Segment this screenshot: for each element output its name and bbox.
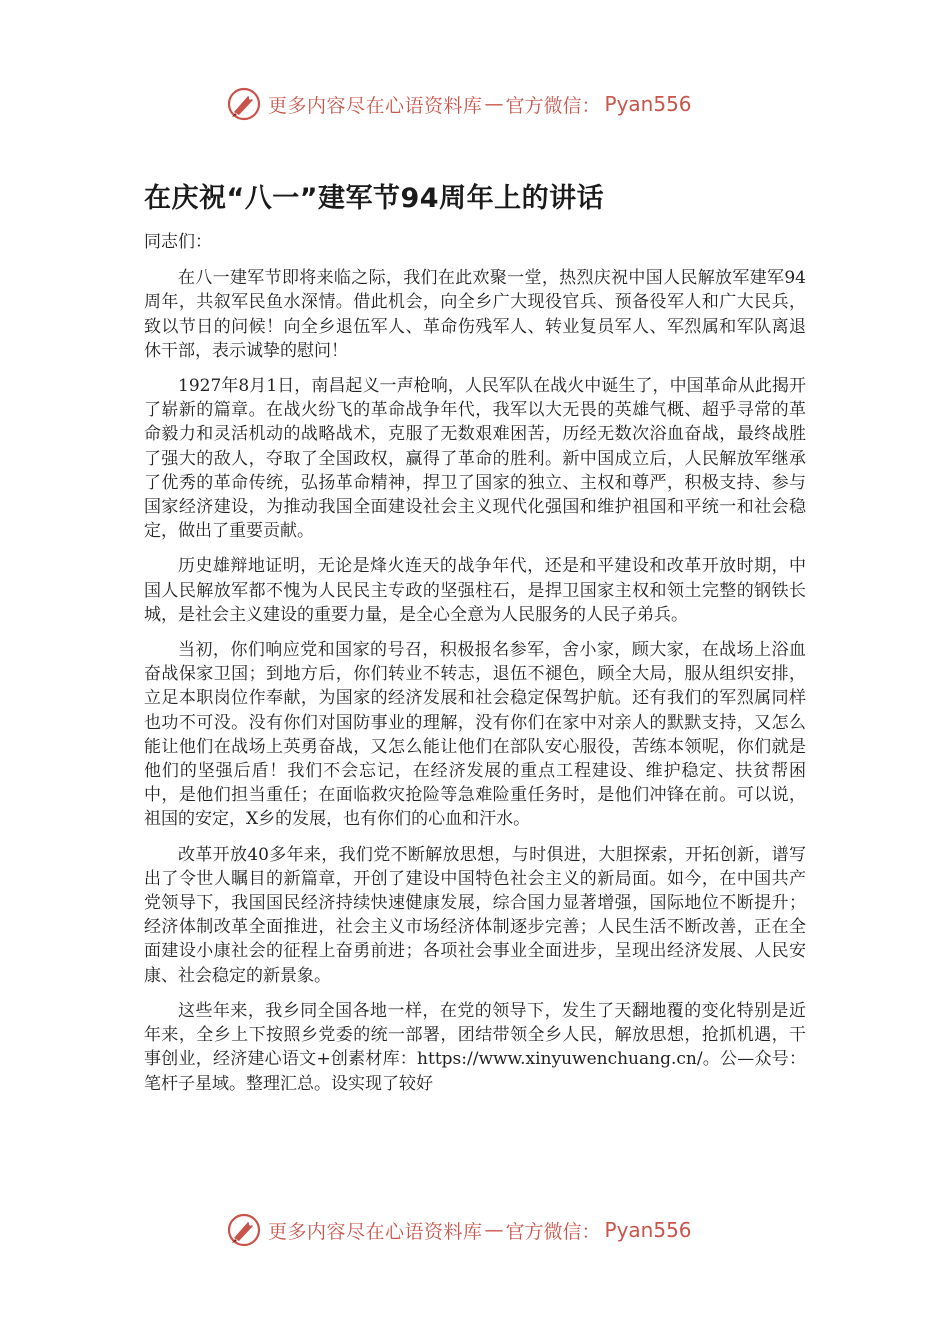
paragraph: 在八一建军节即将来临之际，我们在此欢聚一堂，热烈庆祝中国人民解放军建军94周年，共叙军民鱼水深情。借此机会，向全乡广大现役官兵、预备役军人和广大民兵，致以节日的问候！向全乡退伍军人、革命伤残军人、转业复员军人、军烈属和军队离退休干部，表示诚挚的慰问！: [144, 268, 806, 361]
banner-wechat-id: Pyan556: [604, 92, 692, 116]
banner-separator: —: [484, 93, 504, 115]
paragraph: 1927年8月1日，南昌起义一声枪响，人民军队在战火中诞生了，中国革命从此揭开了崭新的篇章。在战火纷飞的革命战争年代，我军以大无畏的英雄气概、超乎寻常的革命毅力和灵活机动的战略战术，克服了无数艰难困苦，历经无数次浴血奋战，最终战胜了强大的敌人，夺取了全国政权，赢得了革命的胜利。新中国成立后，人民解放军继承了优秀的革命传统，弘扬革命精神，捍卫了国家的独立、主权和尊严，积极支持、参与国家经济建设，为推动我国全面建设社会主义现代化强国和维护祖国和平统一和社会稳定，做出了重要贡献。: [144, 376, 806, 542]
banner-text: 更多内容尽在心语资料库: [268, 94, 483, 117]
banner-separator: —: [484, 1219, 504, 1241]
document-body: [144, 230, 806, 1096]
paragraph: 这些年来，我乡同全国各地一样，在党的领导下，发生了天翻地覆的变化特别是近年来，全乡上下按照乡党委的统一部署，团结带领全乡人民，解放思想，抢抓机遇，干事创业，经济建心语文+创素材库：https://www.xinyuwenchuang.cn/。公—众号：笔杆子星域。整理汇总。设实现了较好: [144, 1000, 806, 1094]
document-title: 在庆祝“八一”建军节94周年上的讲话: [144, 183, 605, 214]
banner-wechat-id: Pyan556: [604, 1218, 692, 1242]
paragraph: 当初，你们响应党和国家的号召，积极报名参军，舍小家，顾大家，在战场上浴血奋战保家卫国；到地方后，你们转业不转志，退伍不褪色，顾全大局，服从组织安排，立足本职岗位作奉献，为国家的经济发展和社会稳定保驾护航。还有我们的军烈属同样也功不可没。没有你们对国防事业的理解，没有你们在家中对亲人的默默支持，又怎么能让他们在战场上英勇奋战，又怎么能让他们在部队安心服役，苦练本领呢，你们就是他们的坚强后盾！我们不会忘记，在经济发展的重点工程建设、维护稳定、扶贫帮困中，是他们担当重任；在面临救灾抢险等急难险重任务时，是他们冲锋在前。可以说，祖国的安定，X乡的发展，也有你们的心血和汗水。: [144, 640, 806, 830]
footer-banner: [226, 1208, 746, 1252]
header-banner: [226, 82, 746, 126]
paragraph: 改革开放40多年来，我们党不断解放思想，与时俱进，大胆探索，开拓创新，谱写出了令世人瞩目的新篇章，开创了建设中国特色社会主义的新局面。如今，在中国共产党领导下，我国国民经济持续快速健康发展，综合国力显著增强，国际地位不断提升；经济体制改革全面推进，社会主义市场经济体制逐步完善；人民生活不断改善，正在全面建设小康社会的征程上奋勇前进；各项社会事业全面进步，呈现出经济发展、人民安康、社会稳定的新景象。: [144, 844, 806, 986]
banner-wechat-label: 官方微信：: [505, 94, 601, 117]
salutation: 同志们：: [144, 232, 212, 252]
banner-wechat-label: 官方微信：: [505, 1220, 601, 1243]
paragraph: 历史雄辩地证明，无论是烽火连天的战争年代，还是和平建设和改革开放时期，中国人民解放军都不愧为人民民主专政的坚强柱石，是捍卫国家主权和领土完整的钢铁长城，是社会主义建设的重要力量，是全心全意为人民服务的人民子弟兵。: [144, 556, 806, 625]
pen-nib-logo-icon: [226, 1212, 262, 1248]
banner-text: 更多内容尽在心语资料库: [268, 1220, 483, 1243]
pen-nib-logo-icon: [226, 86, 262, 122]
